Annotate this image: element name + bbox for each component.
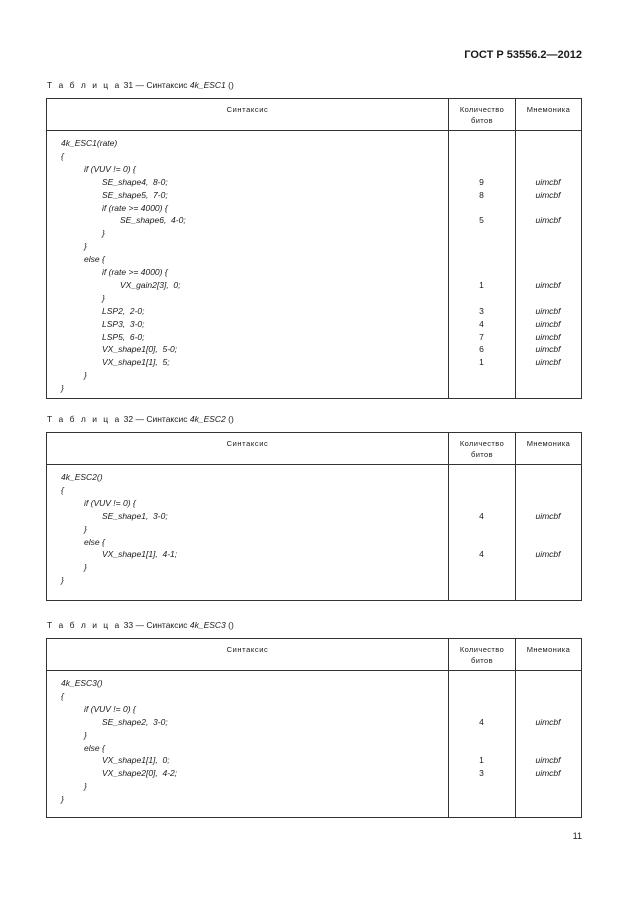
syntax-cell: if (VUV != 0) { [84,703,136,714]
bits-cell: 1 [479,357,484,368]
syntax-cell: } [84,562,87,573]
syntax-cell: SE_shape2, 3-0; [102,716,168,727]
syntax-cell: 4k_ESC2() [61,472,103,482]
table-row [47,767,581,780]
bits-cell: 6 [479,344,484,355]
syntax-cell: } [102,292,105,303]
table-row [47,356,581,369]
table-row [47,176,581,189]
syntax-table [46,638,582,818]
table-row [47,484,581,497]
mnemonic-cell: uimcbf [535,357,561,368]
table-row [47,253,581,266]
table-caption [47,80,234,90]
syntax-cell: LSP2, 2-0; [102,305,145,316]
syntax-cell: } [84,781,87,792]
table-row [47,189,581,202]
syntax-cell: else { [84,254,105,265]
header-bits-line1: Количество [459,105,505,114]
syntax-cell: VX_shape1[1], 0; [102,755,170,766]
table-header-row [47,639,581,671]
caption-title: 32 — Синтаксис [123,414,190,424]
syntax-cell: if (VUV != 0) { [84,163,136,174]
syntax-table [46,432,582,601]
mnemonic-cell: uimcbf [535,768,561,779]
table-row [47,382,581,395]
table-row [47,279,581,292]
table-row [47,497,581,510]
header-bits-line2: битов [471,116,493,125]
syntax-cell: } [84,729,87,740]
bits-cell: 1 [479,279,484,290]
mnemonic-cell: uimcbf [535,331,561,342]
table-row [47,523,581,536]
table-body [47,131,581,398]
table-row [47,793,581,806]
syntax-table [46,98,582,399]
header-mnemonic: Мнемоника [515,433,581,464]
table-row [47,754,581,767]
bits-cell: 1 [479,755,484,766]
table-row [47,266,581,279]
mnemonic-cell: uimcbf [535,755,561,766]
table-row [47,202,581,215]
table-caption [47,414,234,424]
mnemonic-cell: uimcbf [535,318,561,329]
syntax-cell: { [61,484,64,495]
caption-function: 4k_ESC2 [189,414,226,424]
syntax-cell: SE_shape6, 4-0; [120,215,186,226]
syntax-cell: SE_shape5, 7-0; [102,189,168,200]
table-row [47,536,581,549]
table-row [47,780,581,793]
syntax-cell: else { [84,536,105,547]
bits-cell: 4 [479,318,484,329]
bits-cell: 9 [479,176,484,187]
table-row [47,703,581,716]
table-row [47,548,581,561]
table-row [47,510,581,523]
syntax-cell: if (rate >= 4000) { [102,202,168,213]
header-bits [448,99,515,130]
caption-function: 4k_ESC3 [189,620,226,630]
header-bits-line1: Количество [459,439,505,448]
syntax-cell: } [84,370,87,381]
mnemonic-cell: uimcbf [535,344,561,355]
table-row [47,137,581,150]
table-header-row [47,99,581,131]
syntax-cell: } [84,241,87,252]
table-header-row [47,433,581,465]
mnemonic-cell: uimcbf [535,305,561,316]
table-row [47,214,581,227]
mnemonic-cell: uimcbf [535,176,561,187]
mnemonic-cell: uimcbf [535,215,561,226]
caption-parens: () [225,620,234,630]
syntax-cell: VX_shape1[0], 5-0; [102,344,178,355]
caption-label: Т а б л и ц а [47,414,122,424]
bits-cell: 5 [479,215,484,226]
table-row [47,729,581,742]
header-bits-line2: битов [471,450,493,459]
table-body [47,671,581,817]
table-row [47,150,581,163]
bits-cell: 4 [479,549,484,560]
header-bits [448,433,515,464]
page-number: 11 [572,831,582,841]
syntax-cell: VX_shape2[0], 4-2; [102,768,178,779]
document-header: ГОСТ Р 53556.2—2012 [464,49,582,61]
bits-cell: 4 [479,510,484,521]
mnemonic-cell: uimcbf [535,189,561,200]
table-row [47,163,581,176]
mnemonic-cell: uimcbf [535,510,561,521]
syntax-cell: else { [84,742,105,753]
syntax-cell: } [61,575,64,586]
header-bits [448,639,515,670]
syntax-cell: VX_shape1[1], 5; [102,357,170,368]
table-row [47,561,581,574]
caption-function: 4k_ESC1 [189,80,226,90]
header-syntax: Синтаксис [226,439,269,448]
table-row [47,742,581,755]
syntax-cell: if (VUV != 0) { [84,497,136,508]
syntax-cell: { [61,690,64,701]
caption-parens: () [225,414,234,424]
syntax-cell: LSP3, 3-0; [102,318,145,329]
table-row [47,227,581,240]
table-body [47,465,581,600]
mnemonic-cell: uimcbf [535,279,561,290]
caption-title: 31 — Синтаксис [123,80,190,90]
table-row [47,677,581,690]
syntax-cell: } [84,523,87,534]
header-mnemonic: Мнемоника [515,99,581,130]
syntax-cell: 4k_ESC1(rate) [61,138,118,148]
table-row [47,343,581,356]
caption-title: 33 — Синтаксис [123,620,190,630]
syntax-cell: VX_gain2[3], 0; [120,279,181,290]
header-bits-line1: Количество [459,645,505,654]
table-caption [47,620,234,630]
syntax-cell: { [61,150,64,161]
bits-cell: 8 [479,189,484,200]
table-row [47,292,581,305]
mnemonic-cell: uimcbf [535,716,561,727]
table-row [47,318,581,331]
bits-cell: 4 [479,716,484,727]
header-syntax: Синтаксис [226,105,269,114]
syntax-cell: VX_shape1[1], 4-1; [102,549,178,560]
table-row [47,305,581,318]
table-row [47,471,581,484]
caption-label: Т а б л и ц а [47,80,122,90]
table-row [47,574,581,587]
bits-cell: 7 [479,331,484,342]
table-row [47,716,581,729]
table-row [47,369,581,382]
syntax-cell: if (rate >= 4000) { [102,267,168,277]
caption-label: Т а б л и ц а [47,620,122,630]
bits-cell: 3 [479,768,484,779]
syntax-cell: LSP5, 6-0; [102,331,145,342]
syntax-cell: } [61,794,64,805]
syntax-cell: 4k_ESC3() [61,678,103,688]
syntax-cell: } [102,228,105,239]
table-row [47,240,581,253]
header-mnemonic: Мнемоника [515,639,581,670]
syntax-cell: } [61,383,64,394]
caption-parens: () [225,80,234,90]
bits-cell: 3 [479,305,484,316]
header-bits-line2: битов [471,656,493,665]
syntax-cell: SE_shape4, 8-0; [102,176,168,187]
header-syntax: Синтаксис [226,645,269,654]
syntax-cell: SE_shape1, 3-0; [102,510,168,521]
table-row [47,690,581,703]
mnemonic-cell: uimcbf [535,549,561,560]
table-row [47,331,581,344]
